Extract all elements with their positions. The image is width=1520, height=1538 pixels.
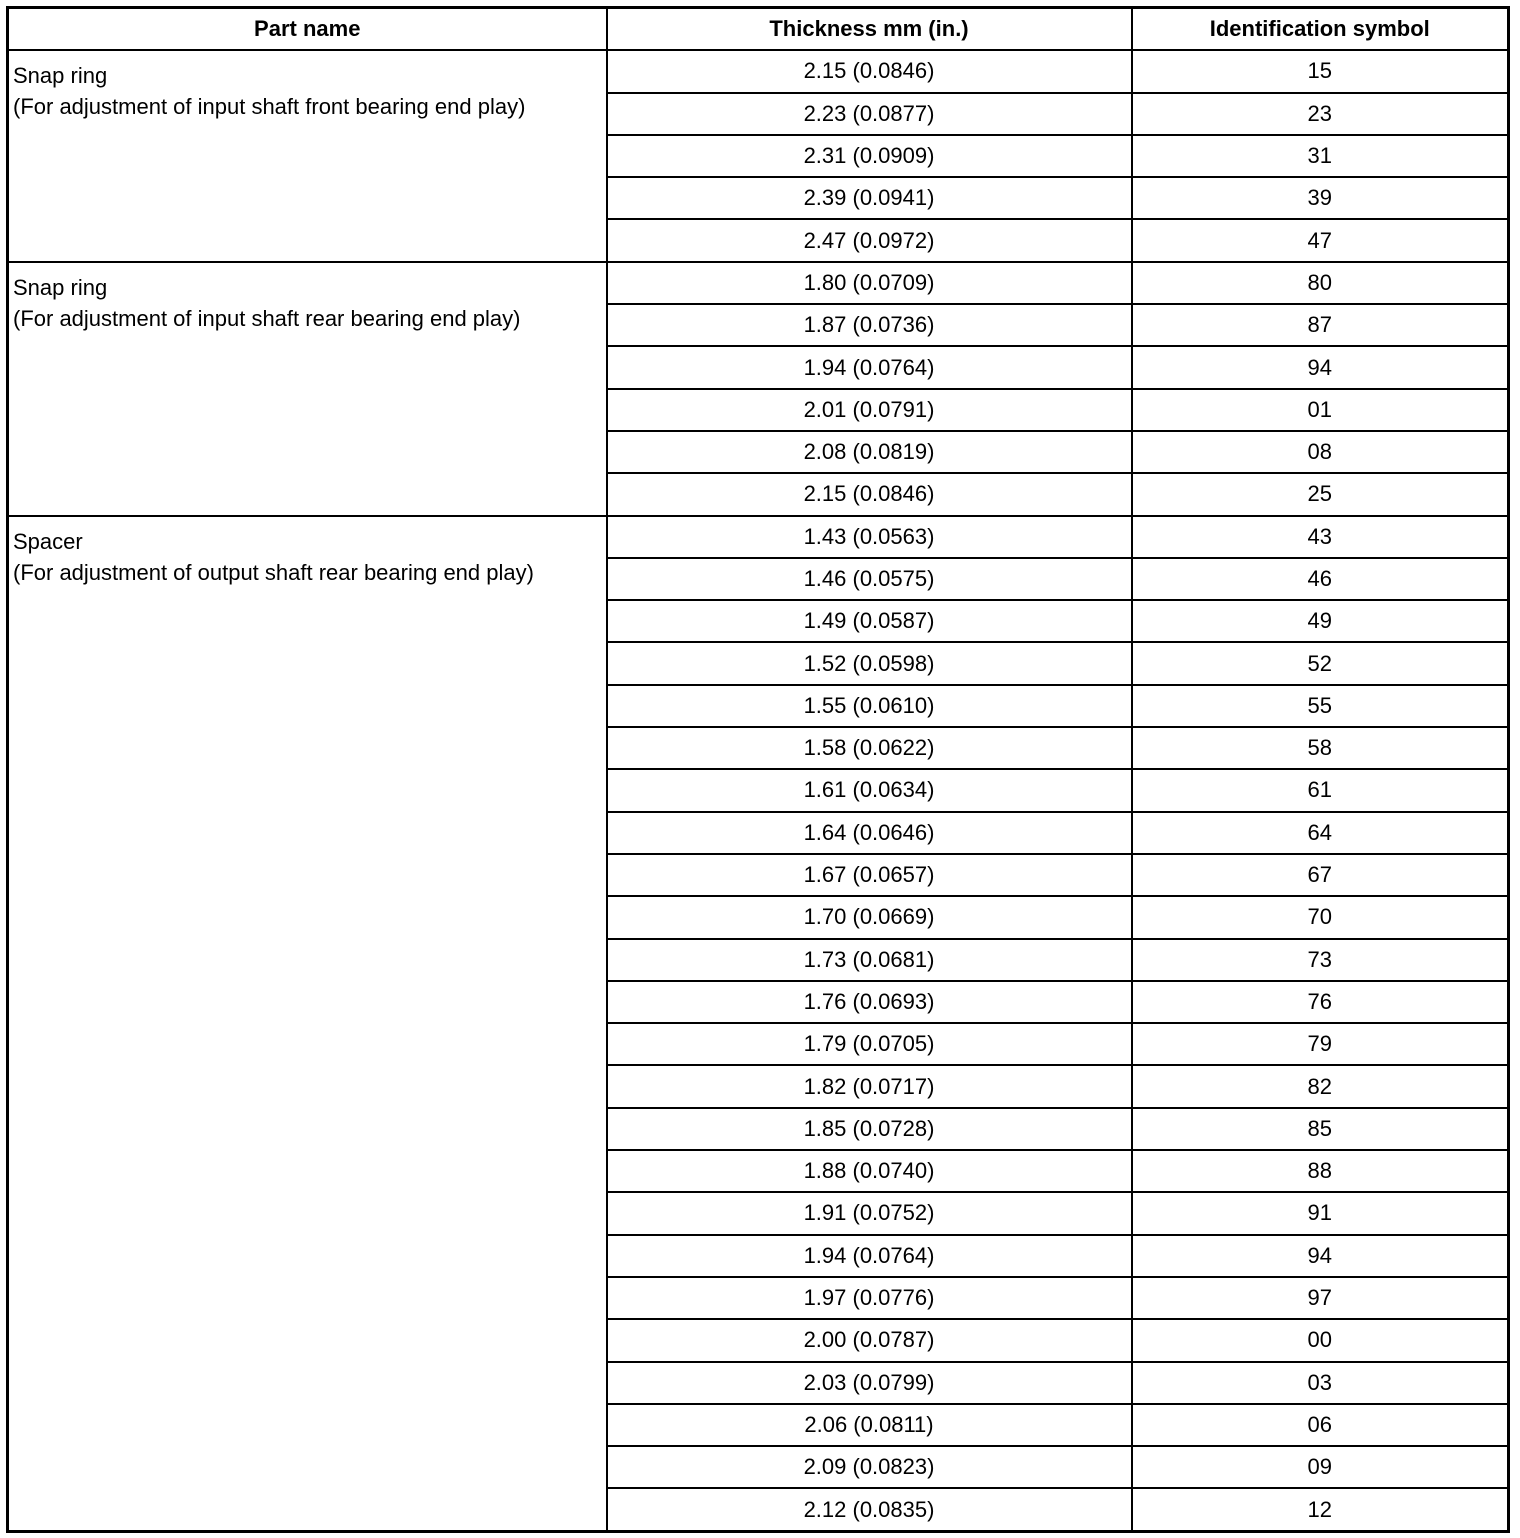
part-name: Snap ring	[13, 274, 108, 300]
thickness-cell: 1.70 (0.0669)	[607, 896, 1132, 938]
thickness-cell: 1.88 (0.0740)	[607, 1150, 1132, 1192]
thickness-cell: 2.03 (0.0799)	[607, 1362, 1132, 1404]
header-thickness: Thickness mm (in.)	[607, 8, 1132, 51]
thickness-cell: 1.67 (0.0657)	[607, 854, 1132, 896]
thickness-cell: 2.23 (0.0877)	[607, 93, 1132, 135]
identification-symbol-cell: 06	[1132, 1404, 1509, 1446]
table-row	[8, 50, 1509, 92]
thickness-cell: 2.39 (0.0941)	[607, 177, 1132, 219]
identification-symbol-cell: 73	[1132, 939, 1509, 981]
identification-symbol-cell: 58	[1132, 727, 1509, 769]
identification-symbol-cell: 87	[1132, 304, 1509, 346]
table-body	[8, 50, 1509, 1531]
identification-symbol-cell: 82	[1132, 1065, 1509, 1107]
thickness-cell: 2.09 (0.0823)	[607, 1446, 1132, 1488]
thickness-cell: 1.49 (0.0587)	[607, 600, 1132, 642]
thickness-cell: 2.15 (0.0846)	[607, 473, 1132, 515]
thickness-cell: 1.61 (0.0634)	[607, 769, 1132, 811]
header-part-name: Part name	[8, 8, 607, 51]
part-purpose-note: (For adjustment of input shaft rear bearing end play)	[13, 305, 521, 331]
identification-symbol-cell: 39	[1132, 177, 1509, 219]
identification-symbol-cell: 46	[1132, 558, 1509, 600]
identification-symbol-cell: 64	[1132, 812, 1509, 854]
thickness-cell: 2.00 (0.0787)	[607, 1319, 1132, 1361]
identification-symbol-cell: 97	[1132, 1277, 1509, 1319]
identification-symbol-cell: 25	[1132, 473, 1509, 515]
thickness-cell: 2.06 (0.0811)	[607, 1404, 1132, 1446]
table-row	[8, 516, 1509, 558]
identification-symbol-cell: 08	[1132, 431, 1509, 473]
identification-symbol-cell: 31	[1132, 135, 1509, 177]
identification-symbol-cell: 52	[1132, 642, 1509, 684]
thickness-cell: 1.82 (0.0717)	[607, 1065, 1132, 1107]
thickness-cell: 2.15 (0.0846)	[607, 50, 1132, 92]
part-name: Snap ring	[13, 63, 108, 89]
thickness-cell: 1.43 (0.0563)	[607, 516, 1132, 558]
identification-symbol-cell: 47	[1132, 219, 1509, 261]
identification-symbol-cell: 70	[1132, 896, 1509, 938]
identification-symbol-cell: 00	[1132, 1319, 1509, 1361]
thickness-cell: 1.46 (0.0575)	[607, 558, 1132, 600]
thickness-cell: 2.01 (0.0791)	[607, 389, 1132, 431]
thickness-cell: 2.08 (0.0819)	[607, 431, 1132, 473]
thickness-cell: 1.76 (0.0693)	[607, 981, 1132, 1023]
thickness-cell: 1.80 (0.0709)	[607, 262, 1132, 304]
thickness-cell: 1.58 (0.0622)	[607, 727, 1132, 769]
identification-symbol-cell: 12	[1132, 1488, 1509, 1531]
identification-symbol-cell: 80	[1132, 262, 1509, 304]
part-name: Spacer	[13, 528, 83, 554]
part-name-cell	[8, 50, 607, 261]
identification-symbol-cell: 01	[1132, 389, 1509, 431]
identification-symbol-cell: 55	[1132, 685, 1509, 727]
spec-table	[6, 6, 1510, 1533]
thickness-cell: 1.73 (0.0681)	[607, 939, 1132, 981]
header-identification-symbol: Identification symbol	[1132, 8, 1509, 51]
thickness-cell: 1.94 (0.0764)	[607, 346, 1132, 388]
part-purpose-note: (For adjustment of output shaft rear bearing end play)	[13, 559, 534, 585]
thickness-cell: 2.31 (0.0909)	[607, 135, 1132, 177]
thickness-cell: 2.12 (0.0835)	[607, 1488, 1132, 1531]
identification-symbol-cell: 76	[1132, 981, 1509, 1023]
thickness-cell: 1.55 (0.0610)	[607, 685, 1132, 727]
thickness-cell: 1.52 (0.0598)	[607, 642, 1132, 684]
thickness-cell: 1.94 (0.0764)	[607, 1235, 1132, 1277]
identification-symbol-cell: 49	[1132, 600, 1509, 642]
identification-symbol-cell: 15	[1132, 50, 1509, 92]
thickness-cell: 1.87 (0.0736)	[607, 304, 1132, 346]
thickness-cell: 1.97 (0.0776)	[607, 1277, 1132, 1319]
identification-symbol-cell: 85	[1132, 1108, 1509, 1150]
identification-symbol-cell: 91	[1132, 1192, 1509, 1234]
table-row	[8, 262, 1509, 304]
header-row	[8, 8, 1509, 51]
identification-symbol-cell: 09	[1132, 1446, 1509, 1488]
thickness-cell: 2.47 (0.0972)	[607, 219, 1132, 261]
part-purpose-note: (For adjustment of input shaft front bearing end play)	[13, 94, 526, 120]
identification-symbol-cell: 23	[1132, 93, 1509, 135]
thickness-cell: 1.85 (0.0728)	[607, 1108, 1132, 1150]
identification-symbol-cell: 79	[1132, 1023, 1509, 1065]
identification-symbol-cell: 88	[1132, 1150, 1509, 1192]
part-name-cell	[8, 262, 607, 516]
thickness-cell: 1.79 (0.0705)	[607, 1023, 1132, 1065]
identification-symbol-cell: 43	[1132, 516, 1509, 558]
identification-symbol-cell: 67	[1132, 854, 1509, 896]
identification-symbol-cell: 03	[1132, 1362, 1509, 1404]
identification-symbol-cell: 61	[1132, 769, 1509, 811]
thickness-cell: 1.64 (0.0646)	[607, 812, 1132, 854]
identification-symbol-cell: 94	[1132, 346, 1509, 388]
identification-symbol-cell: 94	[1132, 1235, 1509, 1277]
part-name-cell	[8, 516, 607, 1532]
thickness-cell: 1.91 (0.0752)	[607, 1192, 1132, 1234]
